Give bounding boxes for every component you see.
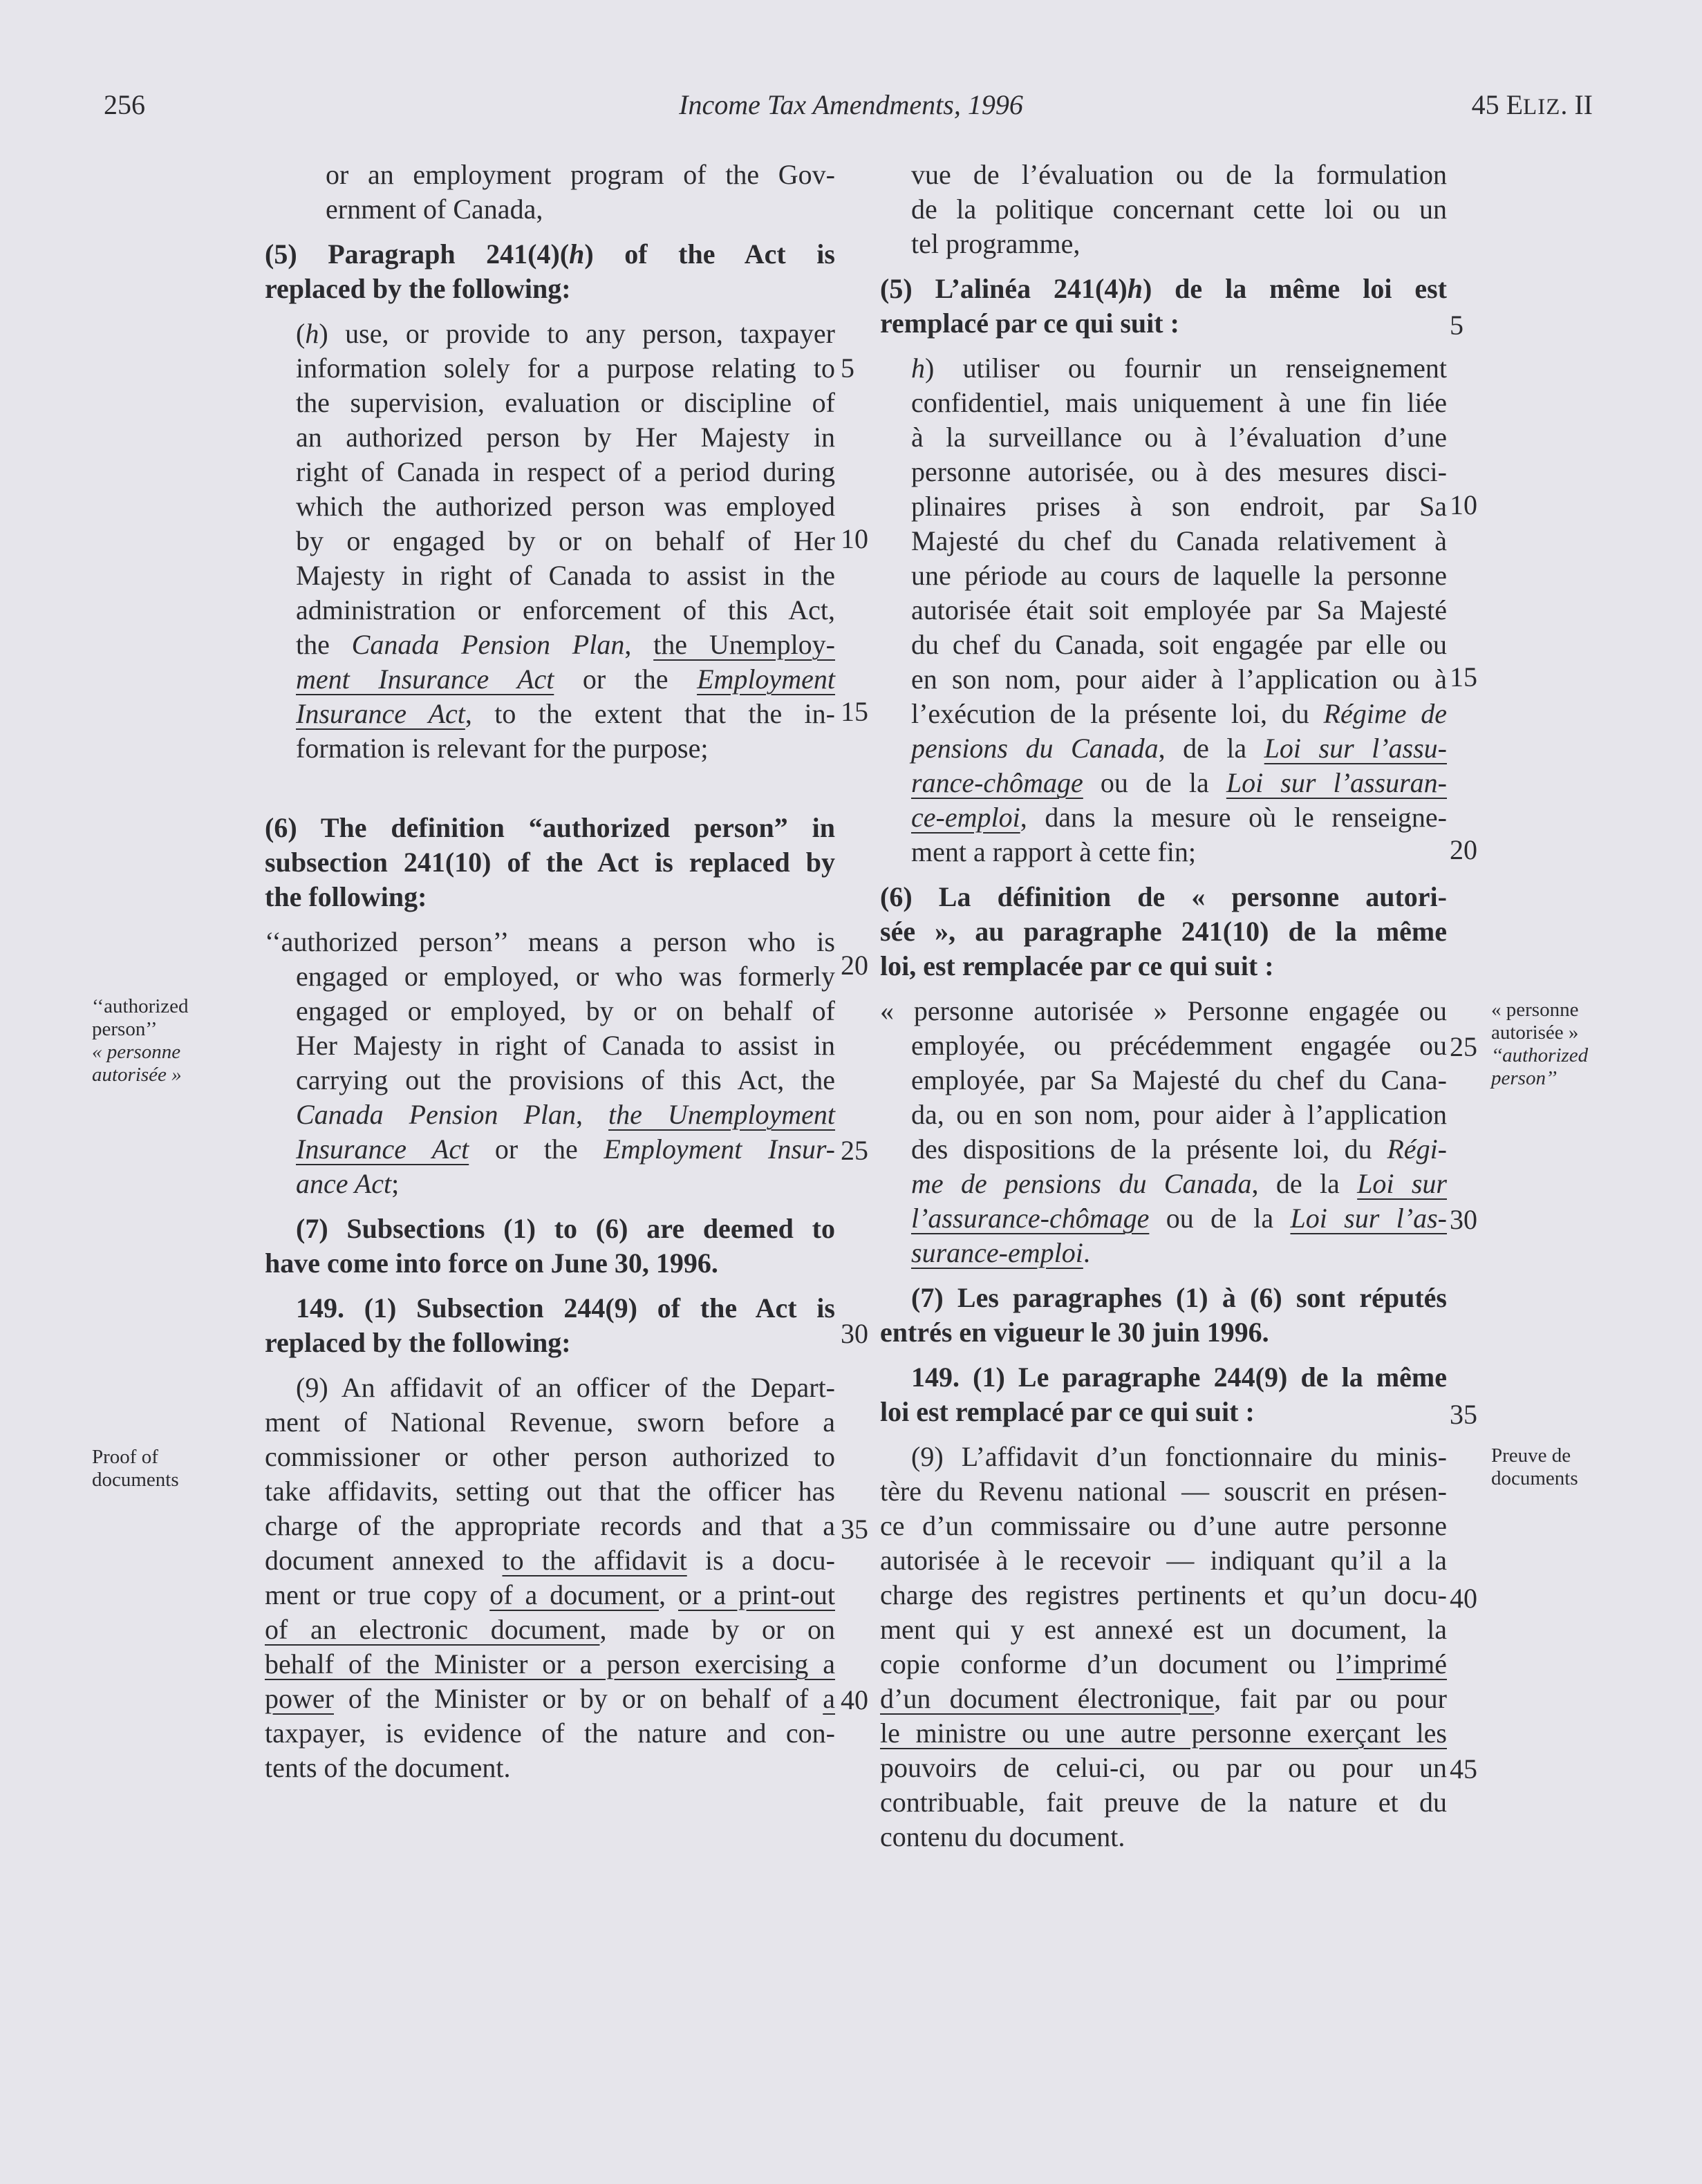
text-line: Majesty in right of Canada to assist in the: [296, 560, 835, 591]
text-line: replaced by the following:: [265, 1327, 571, 1358]
text-line: contribuable, fait preuve de la nature et du: [880, 1787, 1447, 1818]
text-run: or the: [554, 663, 698, 695]
text-line: [880, 1647, 1447, 1682]
text-run: ) of the Act is: [584, 238, 835, 270]
text-line: [296, 1132, 835, 1167]
amended-text: l’imprimé: [1336, 1648, 1447, 1679]
text-run: pensions du Canada: [911, 733, 1159, 764]
text-run: , dans la mesure où le renseigne-: [1020, 802, 1447, 833]
note-line: autorisée »: [92, 1064, 182, 1086]
text-line: loi est remplacé par ce qui suit :: [880, 1396, 1255, 1427]
amended-text: Insurance Act: [296, 698, 465, 729]
text-line: de la politique concernant cette loi ou un: [911, 194, 1447, 225]
text-line: loi, est remplacée par ce qui suit :: [880, 950, 1274, 981]
text-line: en son nom, pour aider à l’application ou à: [911, 663, 1447, 695]
text-run: (: [296, 318, 306, 349]
text-line: [911, 697, 1447, 731]
text-line: [296, 1167, 835, 1201]
line-number-fr: 10: [1450, 489, 1477, 520]
line-number-en: 35: [841, 1514, 868, 1545]
text-line: contenu du document.: [880, 1821, 1125, 1852]
text-line: (9) An affidavit of an officer of the Depart-: [296, 1372, 835, 1403]
text-run: me de pensions du Canada: [911, 1168, 1252, 1199]
text-run: Régime de: [1323, 698, 1447, 729]
amended-text: Loi sur l’assuran-: [1226, 767, 1447, 798]
text-line: tents of the document.: [265, 1752, 511, 1783]
amended-text: a: [823, 1683, 835, 1714]
note-line: documents: [1491, 1467, 1578, 1489]
text-line: right of Canada in respect of a period during: [296, 456, 835, 487]
text-line: « personne autorisée » Personne engagée ou: [880, 995, 1447, 1026]
note-line: Preuve de: [1491, 1444, 1571, 1467]
text-line: [296, 662, 835, 697]
text-run: ,: [624, 629, 654, 660]
page-title: Income Tax Amendments, 1996: [679, 89, 1023, 120]
text-run: ,: [658, 1579, 678, 1610]
text-line: [296, 317, 835, 351]
text-run: l’exécution de la présente loi, du: [911, 698, 1324, 729]
text-run: h: [1127, 273, 1143, 304]
text-run: ment or true copy: [265, 1579, 490, 1610]
amended-text: of an electronic document: [265, 1614, 600, 1645]
amended-text: [653, 629, 835, 660]
text-line: 149. (1) Le paragraphe 244(9) de la même: [911, 1362, 1447, 1393]
text-line: [265, 237, 835, 272]
amended-text: Employment: [697, 663, 836, 695]
en-affidavit-paragraph: [265, 1371, 835, 1785]
text-line: subsection 241(10) of the Act is replaced by: [265, 847, 835, 878]
text-line: administration or enforcement of this Act,: [296, 594, 835, 625]
text-run: document annexed: [265, 1545, 503, 1576]
marginal-note-personne-autorisee: [1491, 999, 1629, 1090]
text-line: by or engaged by or on behalf of Her: [296, 525, 835, 556]
line-number-en: 15: [841, 696, 868, 727]
line-number-fr: 35: [1450, 1399, 1477, 1430]
line-number-en: 20: [841, 950, 868, 981]
text-line: [265, 1647, 835, 1682]
regnal-suffix: . II: [1560, 89, 1593, 120]
text-run: Canada Pension Plan: [296, 1099, 577, 1130]
line-number-fr: 45: [1450, 1753, 1477, 1785]
text-run: ) utiliser ou fournir un renseignement: [925, 352, 1447, 384]
amended-text: rance-chômage: [911, 767, 1083, 798]
text-line: ‘‘authorized person’’ means a person who is: [265, 926, 835, 957]
definition-body: [265, 959, 835, 1201]
text-line: taxpayer, is evidence of the nature and con-: [265, 1717, 835, 1749]
note-line: autorisée »: [1491, 1022, 1579, 1044]
text-line: the supervision, evaluation or discipline of: [296, 387, 835, 418]
text-line: [296, 697, 835, 731]
text-line: autorisée à le recevoir — indiquant qu’il a la: [880, 1545, 1447, 1576]
marginal-note-authorized-person: [92, 995, 223, 1086]
en-section-5-heading: [265, 237, 835, 306]
text-line: [880, 272, 1447, 306]
text-line: ment of National Revenue, sworn before a: [265, 1406, 835, 1438]
text-line: [911, 1132, 1447, 1167]
fr-section-149-heading: [880, 1360, 1447, 1429]
text-line: [880, 1716, 1447, 1751]
text-line: tel programme,: [911, 228, 1081, 259]
text-line: formation is relevant for the purpose;: [296, 733, 709, 764]
text-run: des dispositions de la présente loi, du: [911, 1133, 1387, 1165]
text-run: ou de la: [1083, 767, 1226, 798]
fr-section-5-heading: [880, 272, 1447, 341]
text-line: une période au cours de laquelle la personne: [911, 560, 1447, 591]
text-line: (6) The definition “authorized person” in: [265, 812, 835, 843]
text-line: ernment of Canada,: [326, 194, 543, 225]
amended-text: le ministre ou une autre personne exerçant les: [880, 1717, 1447, 1749]
text-run: copie conforme d’un document ou: [880, 1648, 1337, 1679]
text-line: Majesté du chef du Canada relativement à: [911, 525, 1447, 556]
text-run: (5) L’alinéa 241(4): [880, 273, 1128, 304]
text-run: ;: [391, 1168, 400, 1199]
text-line: ce d’un commissaire ou d’une autre personne: [880, 1510, 1447, 1541]
english-column: [265, 158, 835, 1785]
en-section-149-heading: [265, 1291, 835, 1360]
text-run: h: [305, 318, 319, 349]
amended-text: behalf of the Minister or a person exercising a: [265, 1648, 835, 1679]
text-line: [265, 1578, 835, 1612]
amended-text: ce-emploi: [911, 802, 1020, 833]
note-line: ‘‘authorized: [92, 995, 189, 1017]
text-run: is a docu-: [686, 1545, 836, 1576]
text-run: Canada Pension Plan: [351, 629, 625, 660]
text-line: entrés en vigueur le 30 juin 1996.: [880, 1317, 1269, 1348]
text-line: confidentiel, mais uniquement à une fin liée: [911, 387, 1447, 418]
page-number: 256: [104, 89, 145, 120]
text-run: (5) Paragraph 241(4)(: [265, 238, 570, 270]
text-run: h: [569, 238, 585, 270]
en-section-6-heading: [265, 811, 835, 914]
en-paragraph-h: [265, 317, 835, 766]
text-line: pouvoirs de celui-ci, ou par ou pour un: [880, 1752, 1447, 1783]
text-run: h: [911, 352, 925, 384]
text-line: da, ou en son nom, pour aider à l’application: [911, 1099, 1447, 1130]
text-line: [911, 1167, 1447, 1201]
fr-section-6-heading: [880, 880, 1447, 983]
text-line: (7) Les paragraphes (1) à (6) sont réputés: [911, 1282, 1447, 1313]
note-line: person’’: [92, 1018, 158, 1040]
text-line: engaged or employed, by or on behalf of: [296, 995, 835, 1026]
amended-text: l’assurance-chômage: [911, 1203, 1150, 1234]
text-line: employée, par Sa Majesté du chef du Cana-: [911, 1064, 1447, 1095]
text-line: [265, 1543, 835, 1578]
amended-text: power: [265, 1683, 334, 1714]
marginal-note-preuve-de-documents: [1491, 1444, 1629, 1490]
note-line: « personne: [1491, 999, 1579, 1021]
text-line: [911, 1201, 1447, 1236]
text-line: or an employment program of the Gov-: [326, 159, 835, 190]
line-number-fr: 30: [1450, 1204, 1477, 1235]
line-number-fr: 5: [1450, 310, 1463, 341]
fr-definition-personne-autorisee: [880, 994, 1447, 1270]
amended-text: to the affidavit: [502, 1545, 687, 1576]
text-line: charge of the appropriate records and that a: [265, 1510, 835, 1541]
text-line: (6) La définition de « personne autori-: [880, 881, 1447, 912]
text-run: ou de la: [1149, 1203, 1291, 1234]
line-number-en: 5: [841, 352, 854, 384]
text-run: .: [1083, 1237, 1090, 1268]
text-line: commissioner or other person authorized to: [265, 1441, 835, 1472]
amended-text: Insurance Act: [296, 1133, 469, 1165]
amended-text: surance-emploi: [911, 1237, 1083, 1268]
text-line: engaged or employed, or who was formerly: [296, 961, 835, 992]
regnal-smallcaps: LIZ: [1523, 95, 1561, 120]
text-run: , de la: [1251, 1168, 1358, 1199]
fr-section-7: [880, 1281, 1447, 1350]
fr-paragraph-h: [880, 351, 1447, 869]
text-run: or the: [469, 1133, 604, 1165]
text-run: , de la: [1158, 733, 1264, 764]
text-line: [911, 731, 1447, 766]
line-number-fr: 40: [1450, 1583, 1477, 1614]
fr-continuation: [880, 158, 1447, 261]
text-line: [911, 351, 1447, 386]
text-run: ) de la même loi est: [1142, 273, 1447, 304]
text-line: plinaires prises à son endroit, par Sa: [911, 491, 1447, 522]
fr-affidavit-paragraph: [880, 1440, 1447, 1854]
note-line: « personne: [92, 1041, 181, 1063]
line-number-fr: 20: [1450, 834, 1477, 865]
text-line: charge des registres pertinents et qu’un docu-: [880, 1579, 1447, 1610]
line-number-en: 25: [841, 1135, 868, 1166]
text-run: , fait par ou pour: [1214, 1683, 1448, 1714]
line-number-fr: 15: [1450, 661, 1477, 693]
text-line: [911, 800, 1447, 835]
text-run: , made by or on: [599, 1614, 836, 1645]
text-line: tère du Revenu national — souscrit en présen-: [880, 1476, 1447, 1507]
text-line: [911, 1236, 1447, 1270]
text-line: 149. (1) Subsection 244(9) of the Act is: [296, 1292, 835, 1324]
marginal-note-proof-of-documents: [92, 1446, 223, 1491]
en-continuation: [265, 158, 835, 227]
amended-text: the Unemployment: [608, 1099, 836, 1130]
en-section-7: [265, 1212, 835, 1281]
text-line: take affidavits, setting out that the officer has: [265, 1476, 835, 1507]
text-line: replaced by the following:: [265, 273, 571, 304]
amended-text: ment Insurance Act: [296, 663, 554, 695]
line-number-en: 40: [841, 1684, 868, 1715]
text-run: the Unemploy-: [653, 629, 836, 660]
text-line: ment qui y est annexé est un document, la: [880, 1614, 1447, 1645]
text-line: à la surveillance ou à l’évaluation d’une: [911, 422, 1447, 453]
text-run: Employment Insur-: [604, 1133, 836, 1165]
amended-text: of a document: [489, 1579, 659, 1610]
text-run: the: [296, 629, 352, 660]
text-line: [296, 628, 835, 662]
text-line: have come into force on June 30, 1996.: [265, 1248, 718, 1279]
text-line: [265, 1612, 835, 1647]
text-run: of the Minister or by or on behalf of: [333, 1683, 823, 1714]
amended-text: Loi sur: [1357, 1168, 1447, 1199]
text-line: [265, 1682, 835, 1716]
text-line: which the authorized person was employed: [296, 491, 835, 522]
text-line: ment a rapport à cette fin;: [911, 836, 1197, 867]
text-line: (9) L’affidavit d’un fonctionnaire du minis-: [911, 1441, 1447, 1472]
regnal-year: [1472, 88, 1593, 124]
note-line: Proof of: [92, 1446, 158, 1468]
amended-text: Loi sur l’assu-: [1264, 733, 1447, 764]
text-line: [911, 766, 1447, 800]
text-run: ,: [576, 1099, 609, 1130]
text-line: vue de l’évaluation ou de la formulation: [911, 159, 1447, 190]
amended-text: d’un document électronique: [880, 1683, 1215, 1714]
text-line: an authorized person by Her Majesty in: [296, 422, 835, 453]
line-number-en: 30: [841, 1318, 868, 1349]
text-line: (7) Subsections (1) to (6) are deemed to: [296, 1213, 835, 1244]
line-number-fr: 25: [1450, 1031, 1477, 1062]
text-run: ) use, or provide to any person, taxpayer: [319, 318, 835, 349]
amended-text: or a print-out: [677, 1579, 835, 1610]
note-line: documents: [92, 1469, 179, 1491]
text-line: du chef du Canada, soit engagée par elle ou: [911, 629, 1447, 660]
text-run: , to the extent that the in-: [465, 698, 835, 729]
text-line: [296, 1098, 835, 1132]
regnal-prefix: 45 E: [1471, 89, 1524, 120]
text-line: remplacé par ce qui suit :: [880, 308, 1179, 339]
text-line: Her Majesty in right of Canada to assist in: [296, 1030, 835, 1061]
line-number-en: 10: [841, 523, 868, 554]
text-run: Régi-: [1387, 1133, 1447, 1165]
text-line: autorisée était soit employée par Sa Majesté: [911, 594, 1447, 625]
text-line: sée », au paragraphe 241(10) de la même: [880, 916, 1447, 947]
amended-text: Loi sur l’as-: [1290, 1203, 1447, 1234]
french-column: [880, 158, 1447, 1854]
text-line: the following:: [265, 881, 427, 912]
definition-body: [880, 1028, 1447, 1270]
note-line: person’’: [1491, 1067, 1558, 1089]
note-line: ‘‘authorized: [1491, 1044, 1589, 1066]
text-line: carrying out the provisions of this Act, the: [296, 1064, 835, 1095]
text-run: ance Act: [296, 1168, 392, 1199]
text-line: information solely for a purpose relating to: [296, 352, 835, 384]
en-definition-authorized-person: [265, 925, 835, 1201]
text-line: employée, ou précédemment engagée ou: [911, 1030, 1447, 1061]
text-line: personne autorisée, ou à des mesures disci-: [911, 456, 1447, 487]
text-line: [880, 1682, 1447, 1716]
